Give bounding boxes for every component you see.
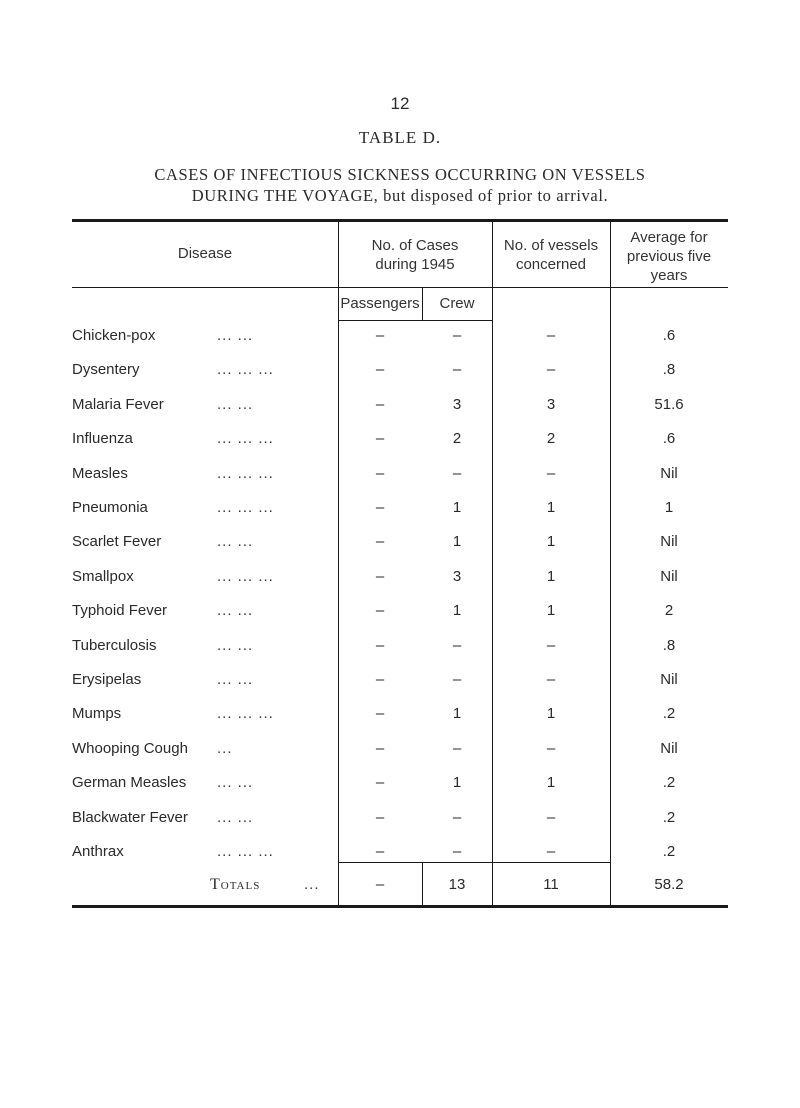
five-year-average: .8	[662, 637, 676, 654]
totals-rule	[338, 862, 610, 863]
leader-dots: ... ...	[217, 602, 254, 619]
header-average-line-2: previous five	[626, 248, 712, 265]
disease-name: Blackwater Fever	[72, 809, 188, 826]
five-year-average: Nil	[660, 671, 678, 688]
passengers-cases: –	[375, 809, 385, 826]
header-vessels	[492, 236, 610, 274]
passengers-cases: –	[375, 327, 385, 344]
passengers-cases: –	[375, 430, 385, 447]
leader-dots: ... ... ...	[217, 499, 274, 516]
divider-average	[610, 222, 611, 905]
five-year-average: .6	[662, 430, 676, 447]
five-year-average: Nil	[660, 740, 678, 757]
table-title: TABLE D.	[358, 128, 442, 147]
divider-disease	[338, 222, 339, 905]
header-average-line-3: years	[650, 267, 688, 284]
disease-name: Chicken-pox	[72, 327, 156, 344]
disease-name: Tuberculosis	[72, 637, 157, 654]
leader-dots: ... ... ...	[217, 568, 274, 585]
leader-dots: ... ...	[217, 533, 254, 550]
table-row	[72, 670, 728, 690]
five-year-average: .2	[662, 843, 676, 860]
vessels-concerned: 1	[546, 705, 556, 722]
five-year-average: Nil	[660, 568, 678, 585]
header-passengers: Passengers	[340, 295, 420, 312]
totals-dots: ...	[304, 876, 320, 893]
passengers-cases: –	[375, 396, 385, 413]
disease-name: Influenza	[72, 430, 133, 447]
passengers-cases: –	[375, 774, 385, 791]
vessels-concerned: 1	[546, 774, 556, 791]
disease-name: Scarlet Fever	[72, 533, 162, 550]
crew-cases: 1	[452, 774, 462, 791]
table-row	[72, 464, 728, 484]
vessels-concerned: –	[546, 465, 556, 482]
leader-dots: ... ... ...	[217, 843, 274, 860]
leader-dots: ... ...	[217, 327, 254, 344]
totals-row	[72, 875, 728, 895]
table-row	[72, 532, 728, 552]
totals-average: 58.2	[654, 876, 684, 893]
leader-dots: ... ...	[217, 637, 254, 654]
header-rule	[72, 287, 728, 288]
leader-dots: ... ...	[217, 809, 254, 826]
table-row	[72, 395, 728, 415]
disease-name: Pneumonia	[72, 499, 148, 516]
passengers-cases: –	[375, 568, 385, 585]
header-vessels-line-1: No. of vessels	[503, 237, 599, 254]
crew-cases: 1	[452, 533, 462, 550]
passengers-cases: –	[375, 602, 385, 619]
table-heading-line-1: CASES OF INFECTIOUS SICKNESS OCCURRING ON VESSELS	[154, 165, 646, 184]
disease-name: Smallpox	[72, 568, 134, 585]
disease-name: German Measles	[72, 774, 187, 791]
five-year-average: .2	[662, 705, 676, 722]
disease-name: Mumps	[72, 705, 122, 722]
divider-vessels	[492, 222, 493, 905]
table-row	[72, 704, 728, 724]
five-year-average: Nil	[660, 533, 678, 550]
leader-dots: ... ... ...	[217, 361, 274, 378]
leader-dots: ... ... ...	[217, 430, 274, 447]
crew-cases: 2	[452, 430, 462, 447]
header-disease: Disease	[177, 245, 233, 262]
table-row	[72, 773, 728, 793]
vessels-concerned: 1	[546, 602, 556, 619]
passengers-cases: –	[375, 465, 385, 482]
crew-cases: –	[452, 361, 462, 378]
five-year-average: .6	[662, 327, 676, 344]
vessels-concerned: 1	[546, 533, 556, 550]
five-year-average: .2	[662, 809, 676, 826]
five-year-average: 1	[664, 499, 674, 516]
leader-dots: ...	[217, 740, 233, 757]
page-number: 12	[390, 94, 410, 113]
vessels-concerned: 2	[546, 430, 556, 447]
vessels-concerned: –	[546, 327, 556, 344]
table-heading-line-2: DURING THE VOYAGE, but disposed of prior to arrival.	[191, 186, 609, 205]
vessels-concerned: –	[546, 361, 556, 378]
passengers-cases: –	[375, 499, 385, 516]
vessels-concerned: –	[546, 809, 556, 826]
table-row	[72, 429, 728, 449]
totals-passengers: –	[375, 876, 385, 893]
disease-name: Malaria Fever	[72, 396, 164, 413]
crew-cases: 1	[452, 602, 462, 619]
passengers-cases: –	[375, 705, 385, 722]
crew-cases: 1	[452, 705, 462, 722]
five-year-average: 51.6	[654, 396, 684, 413]
passengers-cases: –	[375, 843, 385, 860]
crew-cases: –	[452, 671, 462, 688]
crew-cases: 1	[452, 499, 462, 516]
five-year-average: .8	[662, 361, 676, 378]
header-crew: Crew	[439, 295, 475, 312]
table-row	[72, 498, 728, 518]
vessels-concerned: –	[546, 740, 556, 757]
five-year-average: Nil	[660, 465, 678, 482]
header-average-line-1: Average for	[630, 229, 708, 246]
crew-cases: 3	[452, 568, 462, 585]
totals-vessels: 11	[543, 876, 559, 893]
bottom-rule	[72, 905, 728, 908]
five-year-average: 2	[664, 602, 674, 619]
crew-cases: –	[452, 809, 462, 826]
vessels-concerned: –	[546, 637, 556, 654]
table-row	[72, 601, 728, 621]
vessels-concerned: –	[546, 843, 556, 860]
subheader-rule	[338, 320, 492, 321]
passengers-cases: –	[375, 533, 385, 550]
table-row	[72, 739, 728, 759]
top-rule	[72, 219, 728, 222]
passengers-cases: –	[375, 671, 385, 688]
leader-dots: ... ...	[217, 396, 254, 413]
leader-dots: ... ...	[217, 774, 254, 791]
five-year-average: .2	[662, 774, 676, 791]
disease-name: Whooping Cough	[72, 740, 188, 757]
crew-cases: –	[452, 843, 462, 860]
passengers-cases: –	[375, 740, 385, 757]
disease-name: Measles	[72, 465, 128, 482]
disease-name: Erysipelas	[72, 671, 142, 688]
crew-cases: 3	[452, 396, 462, 413]
leader-dots: ... ... ...	[217, 705, 274, 722]
totals-label: Totals	[210, 876, 261, 893]
crew-cases: –	[452, 637, 462, 654]
vessels-concerned: 1	[546, 499, 556, 516]
table-row	[72, 567, 728, 587]
table-row	[72, 360, 728, 380]
leader-dots: ... ...	[217, 671, 254, 688]
passengers-cases: –	[375, 361, 385, 378]
disease-name: Dysentery	[72, 361, 140, 378]
crew-cases: –	[452, 740, 462, 757]
vessels-concerned: –	[546, 671, 556, 688]
crew-cases: –	[452, 465, 462, 482]
leader-dots: ... ... ...	[217, 465, 274, 482]
disease-name: Typhoid Fever	[72, 602, 168, 619]
vessels-concerned: 1	[546, 568, 556, 585]
passengers-cases: –	[375, 637, 385, 654]
table-row	[72, 326, 728, 346]
crew-cases: –	[452, 327, 462, 344]
vessels-concerned: 3	[546, 396, 556, 413]
header-cases-line-2: during 1945	[375, 256, 455, 273]
header-cases-line-1: No. of Cases	[371, 237, 459, 254]
header-average	[610, 228, 728, 285]
table-heading	[0, 164, 800, 206]
table-row	[72, 636, 728, 656]
header-vessels-line-2: concerned	[515, 256, 587, 273]
disease-name: Anthrax	[72, 843, 124, 860]
table-row	[72, 808, 728, 828]
totals-crew: 13	[448, 876, 466, 893]
table-row	[72, 842, 728, 862]
header-cases	[338, 236, 492, 274]
